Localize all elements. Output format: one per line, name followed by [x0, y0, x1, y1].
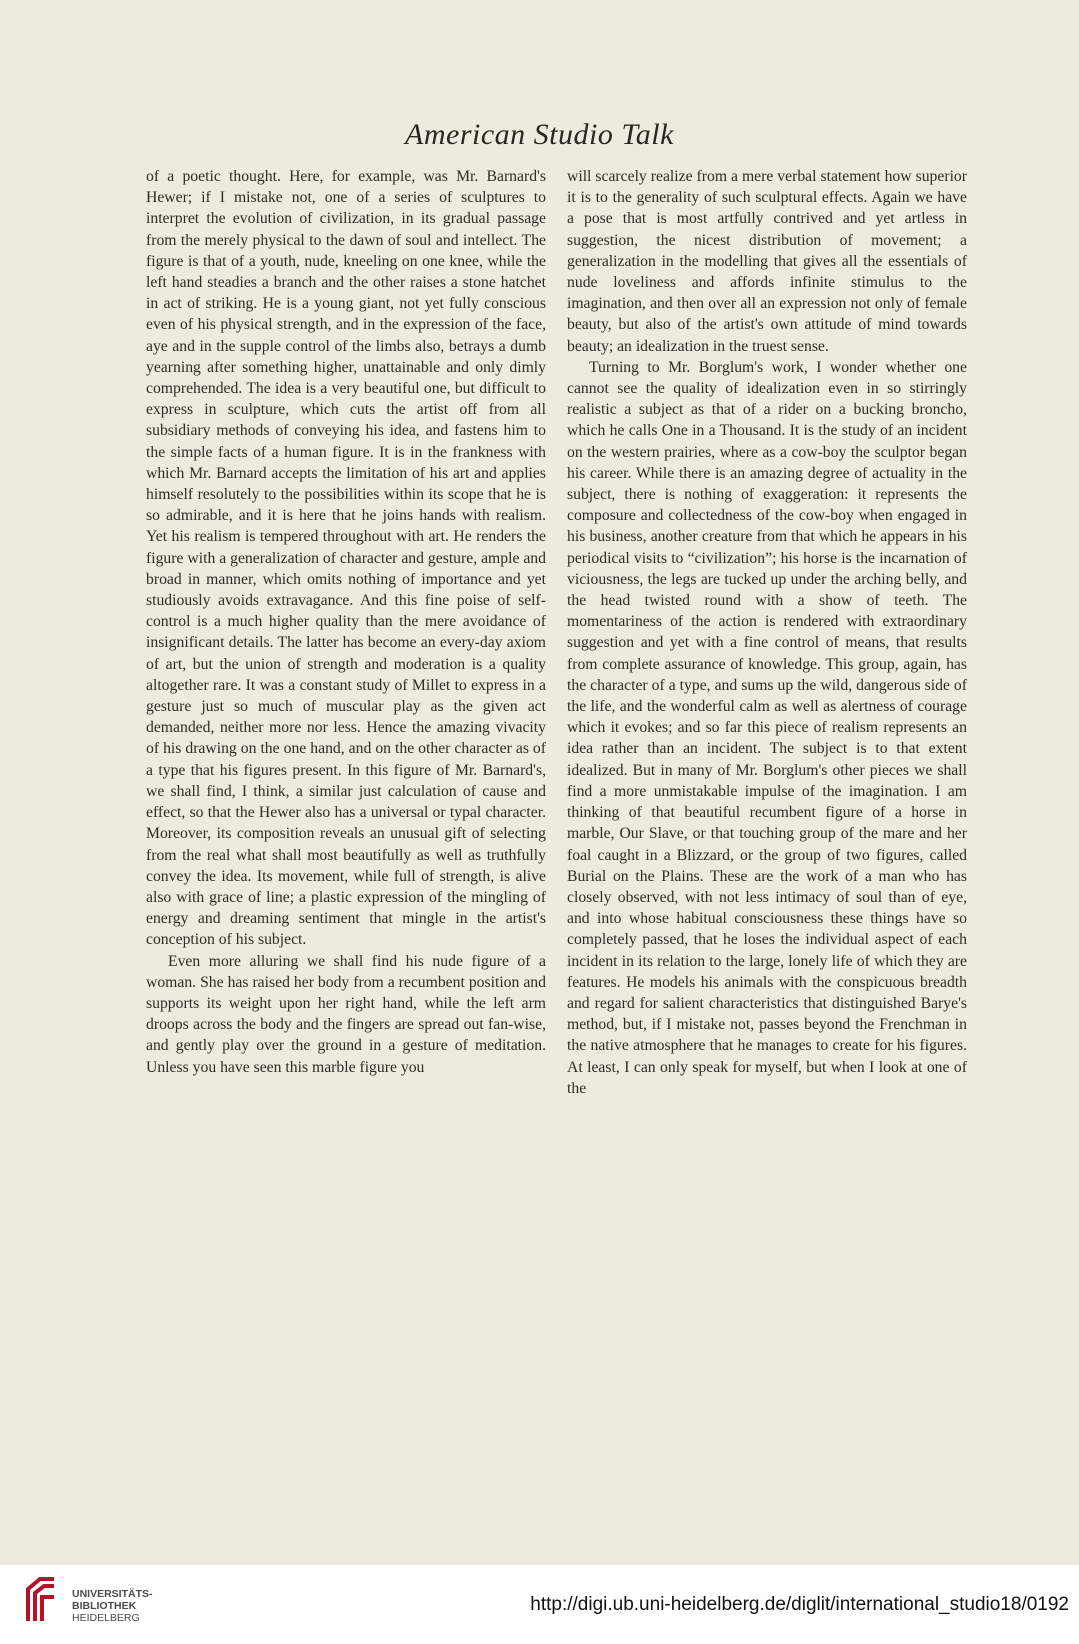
- right-column: [567, 166, 967, 1099]
- logo-line: HEIDELBERG: [72, 1612, 140, 1624]
- paragraph: Turning to Mr. Borglum's work, I wonder whether one cannot see the quality of idealization even in so stirringly realistic a subject as that of a rider on a bucking broncho, which he calls One in a Thousand. It is the study of an incident on the western prairies, where as a cow-boy the sculptor began his career. While there is an amazing degree of actuality in the subject, there is nothing of exaggeration: it represents the composure and collectedness of the cow-boy when engaged in his business, another creature from that which he appears in his periodical visits to “civilization”; his horse is the incarnation of viciousness, the legs are tucked up under the arching belly, and the head twisted round with a show of teeth. The momentariness of the action is rendered with extraordinary suggestion and yet with a fine control of means, that results from complete assurance of knowledge. This group, again, has the character of a type, and sums up the wild, dangerous side of the life, and the wonderful calm as well as alertness of courage which it evokes; and so far this piece of realism represents an idea rather than an incident. The subject is to that extent idealized. But in many of Mr. Borglum's other pieces we shall find a more unmistakable impulse of the imagination. I am thinking of that beautiful recumbent figure of a horse in marble, Our Slave, or that touching group of the mare and her foal caught in a Blizzard, or the group of two figures, called Burial on the Plains. These are the work of a man who has closely observed, with not less intimacy of soul than of eye, and into whose habitual consciousness these things have so completely passed, that he loses the individual aspect of each incident in its relation to the large, lonely life of which they are features. He models his animals with the conspicuous breadth and regard for salient characteristics that distinguished Barye's method, but, if I mistake not, passes beyond the Frenchman in the native atmosphere that he manages to create for his figures. At least, I can only speak for myself, but when I look at one of the: [567, 358, 967, 1097]
- library-logo-text[interactable]: [72, 1588, 153, 1624]
- source-url-link[interactable]: http://digi.ub.uni-heidelberg.de/diglit/international_studio18/0192: [530, 1594, 1069, 1615]
- paragraph: Even more alluring we shall find his nude figure of a woman. She has raised her body from a recumbent position and supports its weight upon her right hand, while the left arm droops across the body and the fingers are spread out fan-wise, and gently play over the ground in a gesture of meditation. Unless you have seen this marble figure you: [146, 952, 546, 1076]
- running-head: American Studio Talk: [405, 118, 674, 151]
- left-column: [146, 166, 546, 1078]
- library-logo-icon: [22, 1575, 60, 1625]
- logo-line: UNIVERSITÄTS-: [72, 1588, 153, 1600]
- paragraph: of a poetic thought. Here, for example, was Mr. Barnard's Hewer; if I mistake not, one of a series of sculptures to interpret the evolution of civilization, in its gradual passage from the merely physical to the dawn of soul and intellect. The figure is that of a youth, nude, kneeling on one knee, while the left hand steadies a branch and the other raises a stone hatchet in act of striking. He is a young giant, not yet fully conscious even of his physical strength, and in the expression of the face, aye and in the supple control of the limbs also, betrays a dumb yearning after something higher, unattainable and only dimly comprehended. The idea is a very beautiful one, but difficult to express in sculpture, which cuts the artist off from all subsidiary methods of conveying his idea, and fastens him to the simple facts of a human figure. It is in the frankness with which Mr. Barnard accepts the limitation of his art and applies himself resolutely to the possibilities within its scope that he is so admirable, and it is here that he joins hands with realism. Yet his realism is tempered throughout with art. He renders the figure with a generalization of character and gesture, ample and broad in manner, which omits nothing of importance and yet studiously avoids extravagance. And this fine poise of self-control is a much higher quality than the mere avoidance of insignificant details. The latter has become an every-day axiom of art, but the union of strength and moderation is a quality altogether rare. It was a constant study of Millet to express in a gesture just so much of muscular play as the given act demanded, neither more nor less. Hence the amazing vivacity of his drawing on the one hand, and on the other character as of a type that his figures present. In this figure of Mr. Barnard's, we shall find, I think, a similar just calculation of cause and effect, so that the Hewer also has a universal or typal character. Moreover, its composition reveals an unusual gift of selecting from the real what shall most beautifully as well as truthfully convey the idea. Its movement, while full of strength, is alive also with grace of line; a plastic expression of the mingling of energy and dreaming sentiment that mingle in the artist's conception of his subject.: [146, 168, 546, 949]
- paragraph: will scarcely realize from a mere verbal statement how superior it is to the generality of such sculptural effects. Again we have a pose that is most artfully contrived and yet artless in suggestion, the nicest distribution of movement; a generalization in the modelling that gives all the essentials of nude loveliness and affords infinite stimulus to the imagination, and then over all an expression not only of female beauty, but also of the artist's own attitude of mind towards beauty; an idealization in the truest sense.: [567, 168, 967, 355]
- logo-line: BIBLIOTHEK: [72, 1600, 137, 1612]
